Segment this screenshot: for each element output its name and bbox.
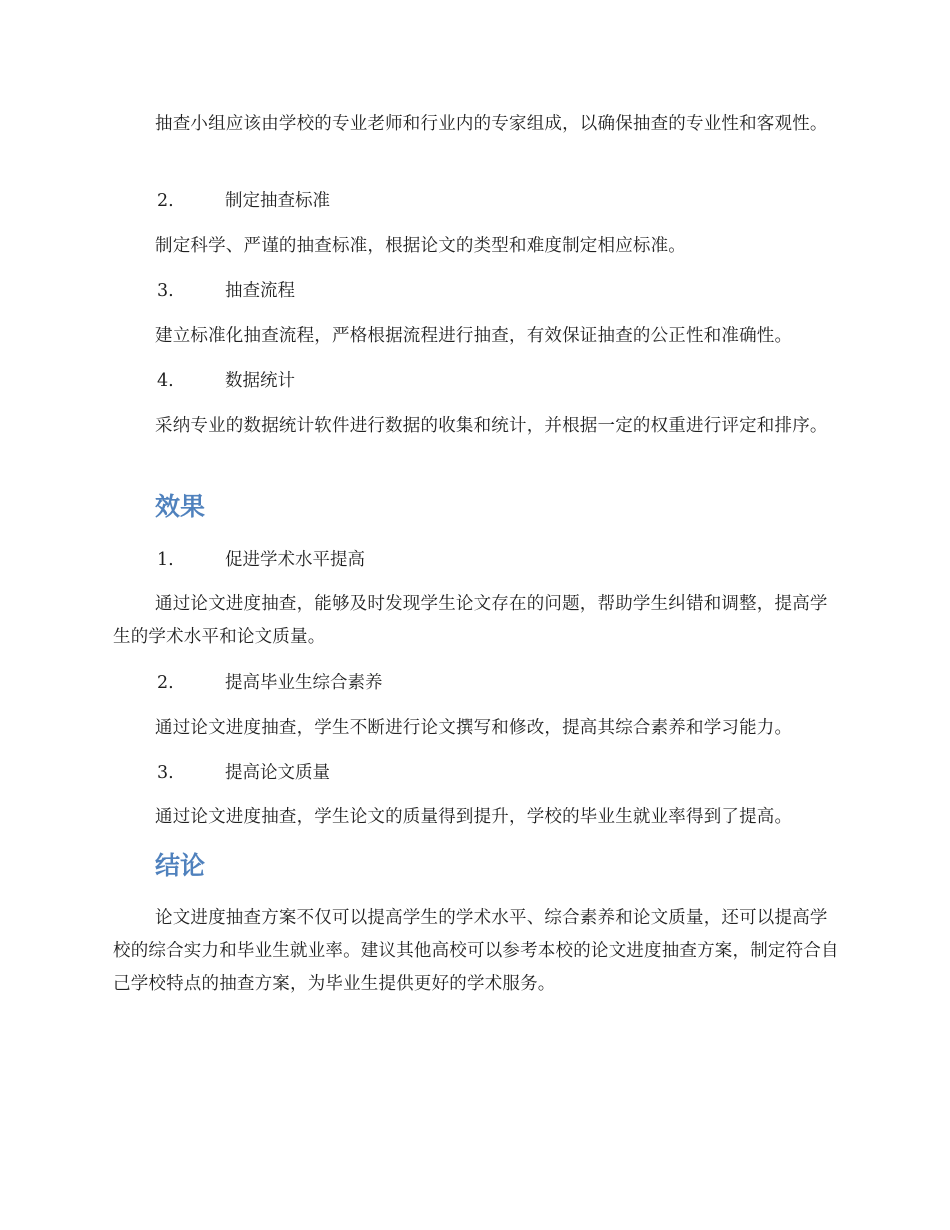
list-item-title: 提高论文质量: [225, 763, 330, 783]
conclusion-paragraph: 论文进度抽查方案不仅可以提高学生的学术水平、综合素养和论文质量，还可以提高学校的综合实力和毕业生就业率。建议其他高校可以参考本校的论文进度抽查方案，制定符合自己学校特点的抽查方案，为毕业生提供更好的学术服务。: [113, 908, 839, 994]
effect-item-2-title: [157, 671, 383, 695]
effect-item-3-title: [157, 761, 330, 785]
list-item-title: 制定抽查标准: [225, 191, 330, 211]
list-number: 2.: [157, 191, 174, 211]
method-item-4-title: [157, 369, 295, 393]
method-item-3-paragraph: 建立标准化抽查流程，严格根据流程进行抽查，有效保证抽查的公正性和准确性。: [155, 326, 793, 346]
list-item-title: 数据统计: [225, 371, 295, 391]
section-heading-effects: 效果: [155, 492, 206, 521]
method-item-4-paragraph: 采纳专业的数据统计软件进行数据的收集和统计，并根据一定的权重进行评定和排序。: [155, 416, 828, 436]
method-item-2-title: [157, 189, 330, 213]
method-item-2-paragraph: 制定科学、严谨的抽查标准，根据论文的类型和难度制定相应标准。: [155, 236, 686, 256]
list-item-title: 抽查流程: [225, 281, 295, 301]
list-number: 3.: [157, 281, 174, 301]
effect-item-2-paragraph: 通过论文进度抽查，学生不断进行论文撰写和修改，提高其综合素养和学习能力。: [155, 718, 793, 738]
list-number: 1.: [157, 550, 174, 570]
list-number: 3.: [157, 763, 174, 783]
method-item-3-title: [157, 279, 295, 303]
list-number: 2.: [157, 673, 174, 693]
list-item-title: 促进学术水平提高: [225, 550, 365, 570]
effect-item-3-paragraph: 通过论文进度抽查，学生论文的质量得到提升，学校的毕业生就业率得到了提高。: [155, 807, 793, 827]
effect-item-1-paragraph: 通过论文进度抽查，能够及时发现学生论文存在的问题，帮助学生纠错和调整，提高学生的学术水平和论文质量。: [113, 594, 828, 647]
effect-item-1-title: [157, 548, 365, 572]
list-item-title: 提高毕业生综合素养: [225, 673, 383, 693]
section-heading-conclusion: 结论: [155, 851, 206, 880]
intro-paragraph: 抽查小组应该由学校的专业老师和行业内的专家组成，以确保抽查的专业性和客观性。: [155, 114, 828, 134]
list-number: 4.: [157, 371, 174, 391]
